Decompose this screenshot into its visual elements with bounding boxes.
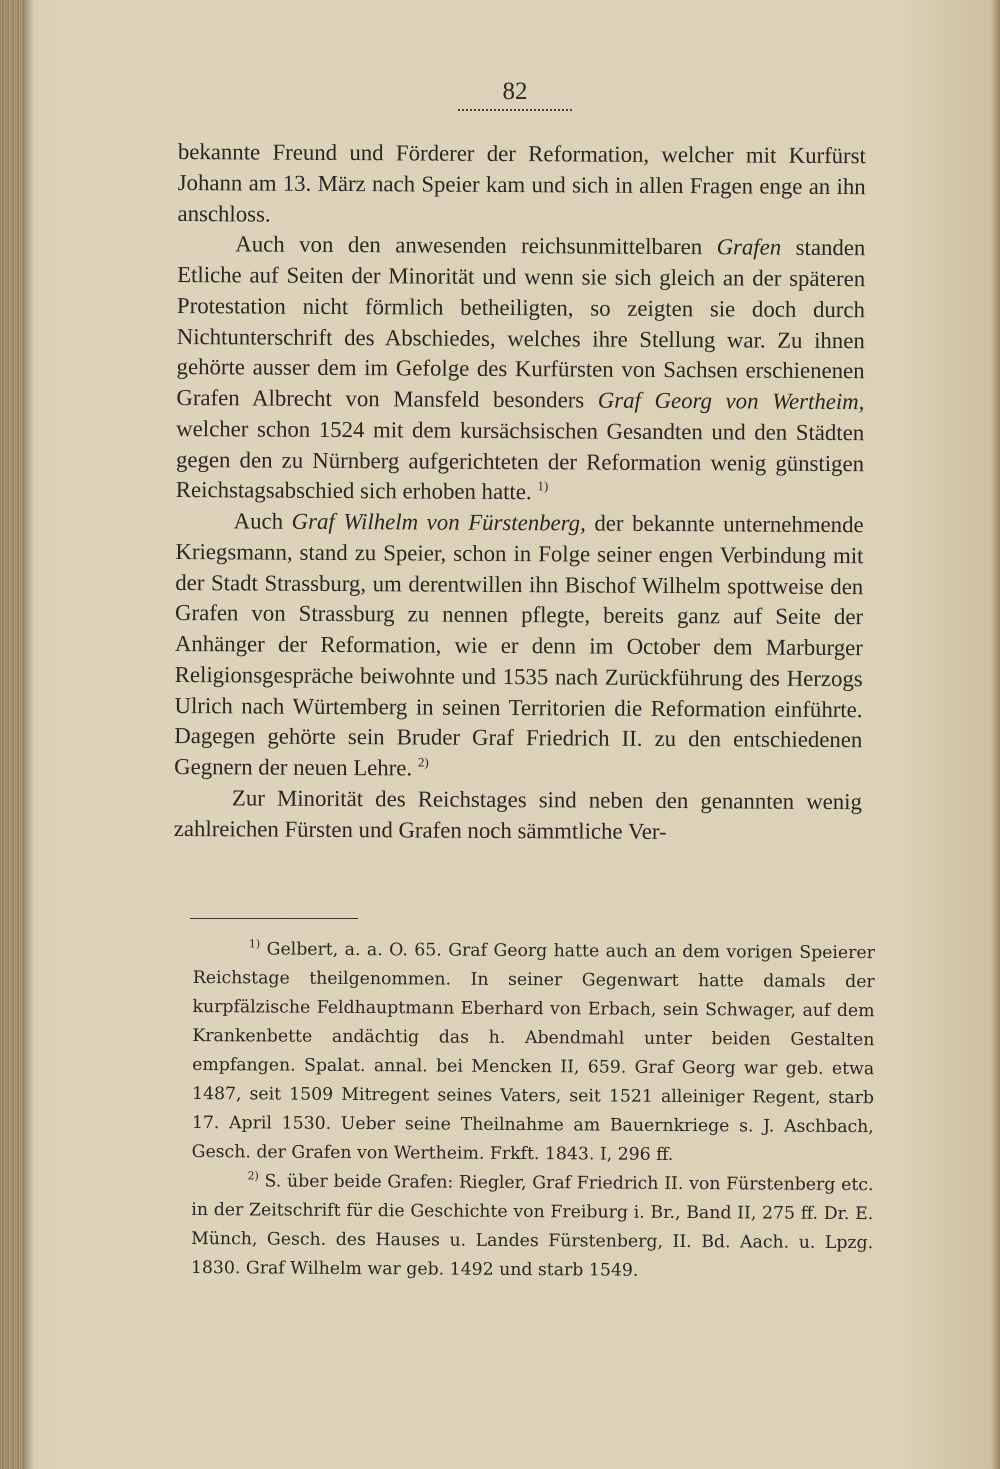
footnote-ref-2: 2) [417,754,429,770]
footnote-2-marker: 2) [247,1169,259,1183]
paragraph-2-italic-b: Graf Georg von Wertheim, [597,387,865,415]
paragraph-3-italic-a: Graf Wilhelm von Fürstenberg, [291,508,586,536]
footnote-separator [190,918,358,919]
paragraph-1: bekannte Freund und Förderer der Reformation, welcher mit Kurfürst Johann am 13. März nach Speier kam und sich in allen Fragen enge an ihn anschloss. [177,138,866,227]
page-number-rule [458,109,572,111]
footnote-1-text: Gelbert, a. a. O. 65. Graf Georg hatte auch an dem vorigen Speierer Reichstage theilgenommen. In seiner Gegenwart hatte damals der kurpfälzische Feldhauptmann Eberhard von Erbach, sein Schwager, auf dem Krankenbette andächtig das h. Abendmahl unter beiden Gestalten empfangen. Spalat. annal. bei Mencken II, 659. Graf Georg war geb. etwa 1487, seit 1509 Mitregent seines Vaters, seit 1521 alleiniger Regent, starb 17. April 1530. Ueber seine Theilnahme am Bauernkriege s. J. Aschbach, Gesch. der Grafen von Wertheim. Frkft. 1843. I, 296 ff. [191,939,875,1165]
page-number: 82 [502,78,528,105]
paragraph-3-text-b: der bekannte unternehmende Kriegsmann, stand zu Speier, schon in Folge seiner engen Verbindung mit der Stadt Strassburg, um derentwillen ihn Bischof Wilhelm spottweise den Grafen von Strassburg zu nennen pflegte, bereits ganz auf Seite der Anhänger der Reformation, wie er denn im October dem Marburger Religionsgespräche beiwohnte und 1535 nach Zurückführung des Herzogs Ulrich nach Würtemberg in seinen Territorien die Reformation einführte. Dagegen gehörte sein Bruder Graf Friedrich II. zu den entschiedenen Gegnern der neuen Lehre. [174,510,864,781]
footnote-ref-1: 1) [537,478,549,494]
footnotes [191,935,875,1287]
footnote-2-text: S. über beide Grafen: Riegler, Graf Friedrich II. von Fürstenberg etc. in der Zeitschrift für die Geschichte von Freiburg i. Br., Band II, 275 ff. Dr. E. Münch, Gesch. des Hauses u. Landes Fürstenberg, II. Bd. Aach. u. Lpzg. 1830. Graf Wilhelm war geb. 1492 und starb 1549. [190,1171,874,1281]
footnote-1-marker: 1) [248,937,261,951]
book-spine [0,0,24,1469]
main-text [174,137,866,848]
paragraph-4: Zur Minorität des Reichstages sind neben den genannten wenig zahlreichen Fürsten und Grafen noch sämmtliche Ver- [173,785,863,844]
paragraph-3-text-a: Auch [233,508,292,534]
paragraph-2-text-c: welcher schon 1524 mit dem kursächsischen Gesandten und den Städten gegen den zu Nürnberg aufgerichteten der Reformation wenig günstigen Reichstagsabschied sich erhoben hatte. [175,415,865,505]
footnote-1 [192,935,875,1171]
gutter-shadow [24,0,34,1469]
footnote-2 [191,1167,874,1287]
page-edge-shadow [992,0,1000,1469]
paragraph-2 [176,229,866,510]
paragraph-2-text-b: standen Etliche auf Seiten der Minorität und wenn sie sich gleich an der späteren Protestation nicht förmlich betheiligten, so zeigten sie doch durch Nichtunterschrift des Abschiedes, welches ihre Stellung war. Zu ihnen gehörte ausser dem im Gefolge des Kurfürsten von Sachsen erschienenen Grafen Albrecht von Mansfeld besonders [176,234,866,413]
paragraph-2-text-a: Auch von den anwesenden reichsunmittelbaren [235,231,717,260]
paragraph-3 [174,506,864,787]
paragraph-2-italic-a: Grafen [716,234,782,260]
